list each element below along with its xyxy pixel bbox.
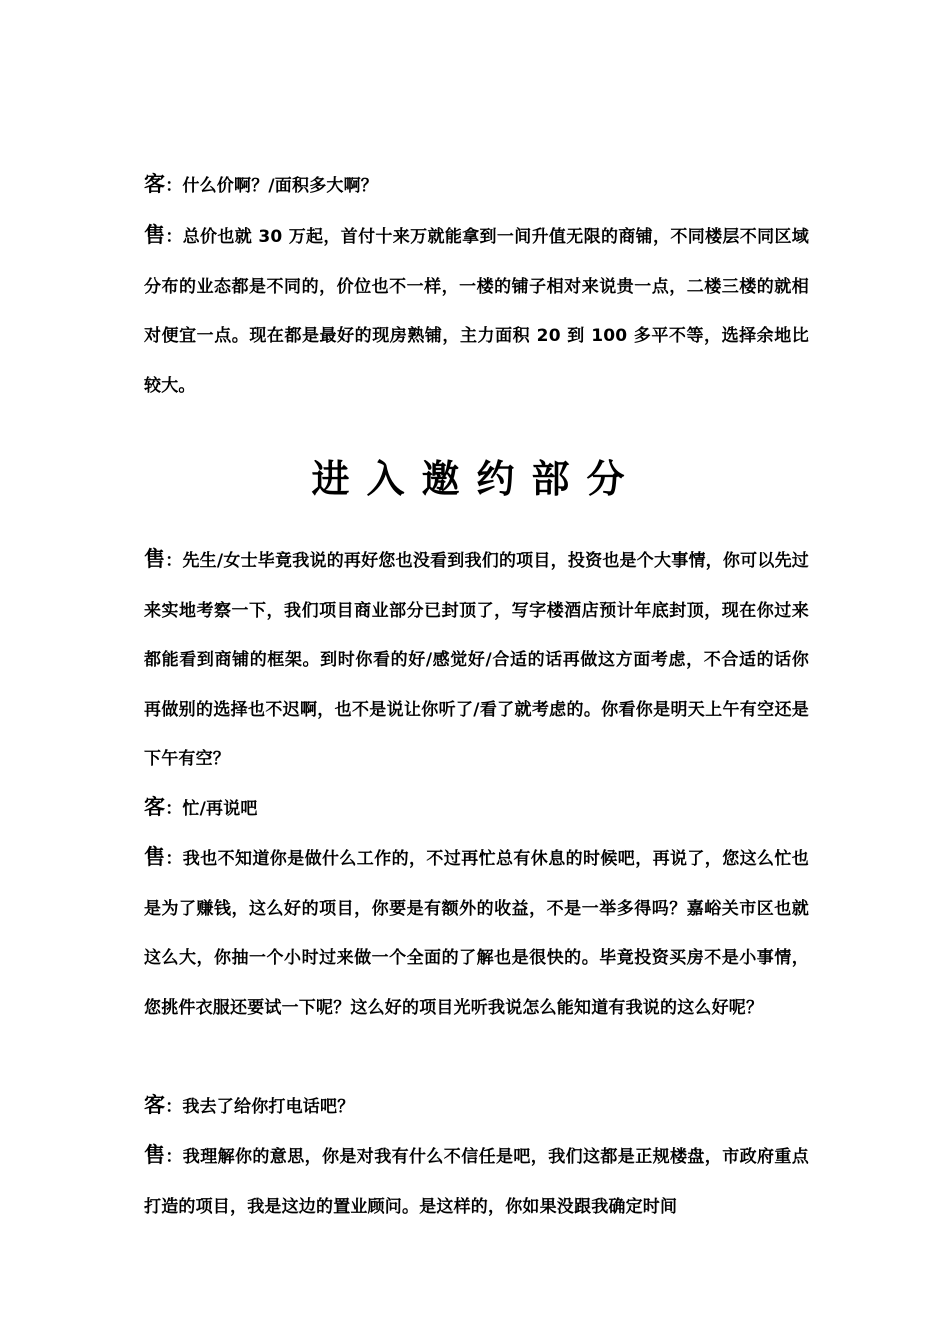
speaker-label: 售 — [144, 223, 166, 247]
speaker-label: 售 — [144, 547, 166, 571]
dialogue-text: ：我去了给你打电话吧？ — [165, 1097, 355, 1117]
dialogue-line-customer — [144, 1081, 809, 1133]
speaker-label: 客 — [144, 795, 166, 819]
dialogue-text: ：总价也就 30 万起，首付十来万就能拿到一间升值无限的商铺，不同楼层不同区域分布的业态都是不同的，价位也不一样，一楼的铺子相对来说贵一点，二楼三楼的就相对便宜一点。现在都是最好的现房熟铺，主力面积 20 到 100 多平不等，选择余地比较大。 — [144, 227, 810, 396]
section-title: 进入邀约部分 — [311, 457, 642, 501]
speaker-label: 售 — [144, 1143, 166, 1167]
dialogue-text: ：我也不知道你是做什么工作的，不过再忙总有休息的时候吧，再说了，您这么忙也是为了赚钱，这么好的项目，你要是有额外的收益，不是一举多得吗？嘉峪关市区也就这么大，你抽一个小时过来做一个全面的了解也是很快的。毕竟投资买房不是小事情，您挑件衣服还要试一下呢？这么好的项目光听我说怎么能知道有我说的这么好呢？ — [144, 849, 809, 1018]
speaker-label: 客 — [144, 172, 166, 196]
dialogue-line-sales — [144, 535, 809, 785]
dialogue-line-sales — [144, 833, 809, 1033]
dialogue-text: ：我理解你的意思，你是对我有什么不信任是吧，我们这都是正规楼盘，市政府重点打造的项目，我是这边的置业顾问。是这样的，你如果没跟我确定时间 — [144, 1147, 809, 1217]
speaker-label: 客 — [144, 1093, 166, 1117]
dialogue-line-sales — [144, 211, 809, 411]
dialogue-text: ：先生/女士毕竟我说的再好您也没看到我们的项目，投资也是个大事情，你可以先过来实地考察一下，我们项目商业部分已封顶了，写字楼酒店预计年底封顶，现在你过来都能看到商铺的框架。到时你看的好/感觉好/合适的话再做这方面考虑，不合适的话你再做别的选择也不迟啊，也不是说让你听了/看了就考虑的。你看你是明天上午有空还是下午有空？ — [144, 551, 809, 769]
dialogue-text: ：什么价啊？/面积多大啊？ — [165, 176, 379, 196]
speaker-label: 售 — [144, 845, 166, 869]
dialogue-text: ：忙/再说吧 — [165, 799, 258, 819]
dialogue-line-sales — [144, 1131, 809, 1232]
dialogue-line-customer — [144, 783, 809, 835]
dialogue-line-customer — [144, 160, 809, 212]
